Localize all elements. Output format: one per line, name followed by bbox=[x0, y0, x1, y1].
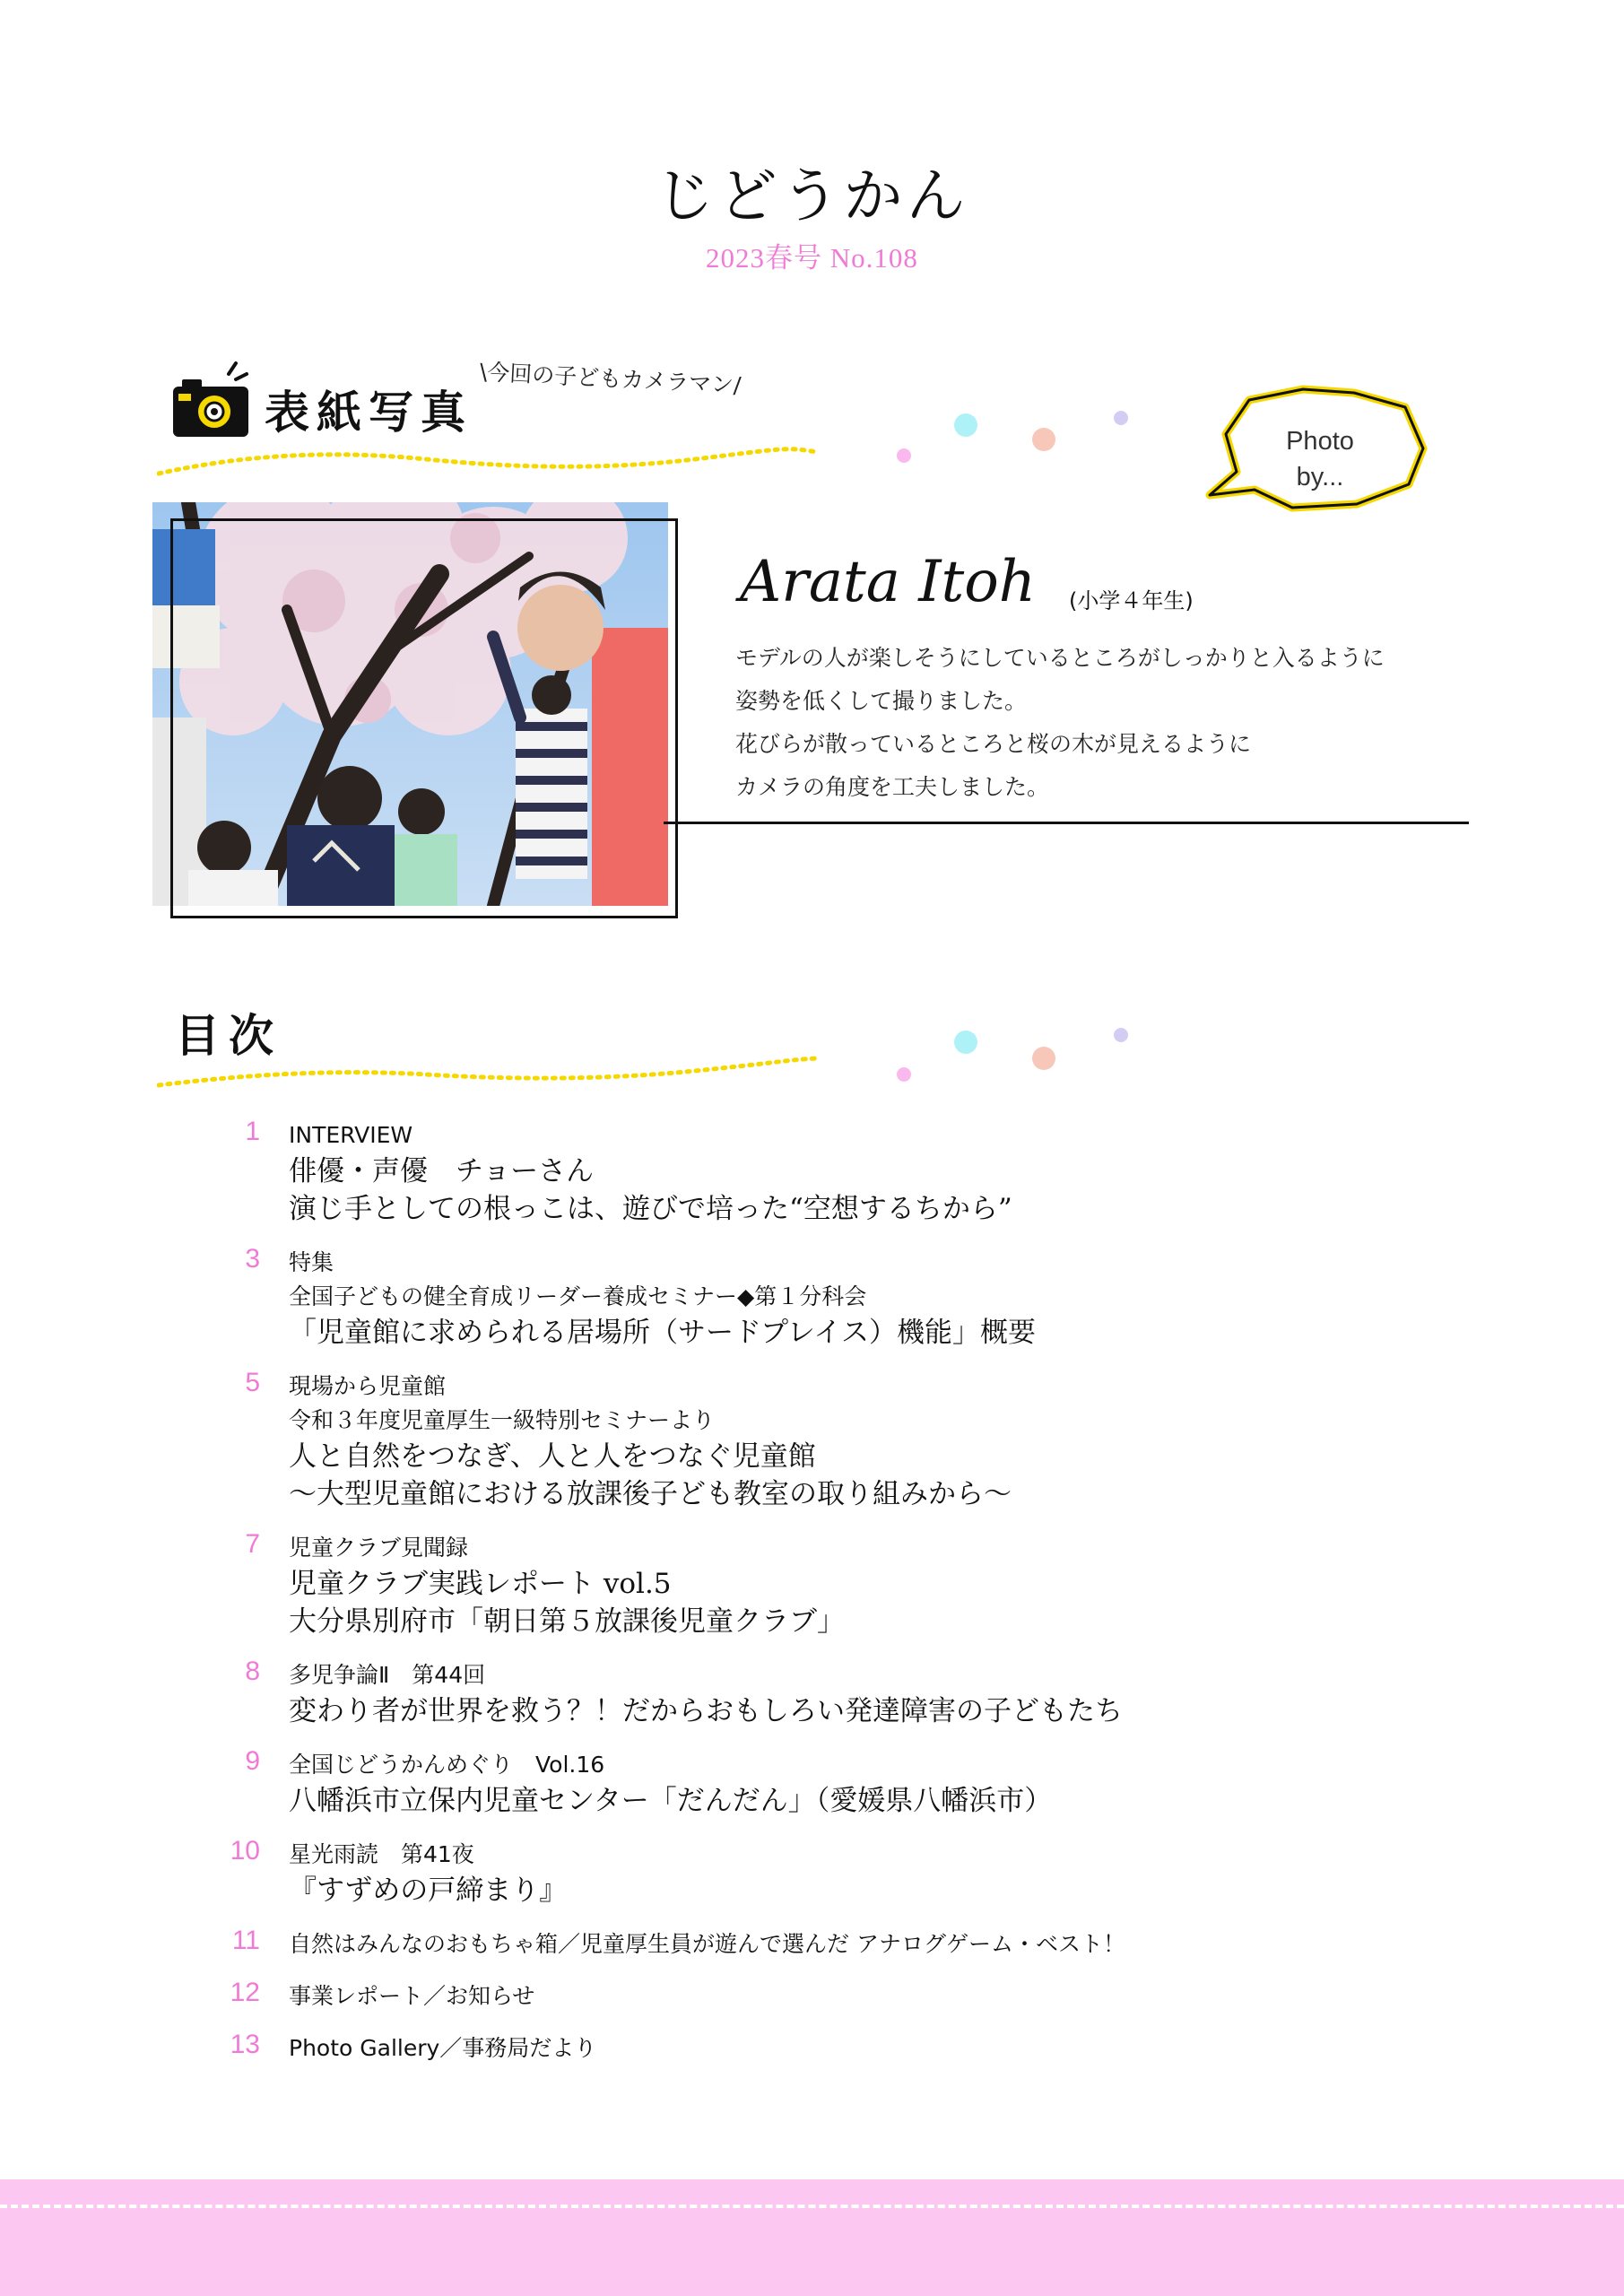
toc-line: 人と自然をつなぎ、人と人をつなぐ児童館 bbox=[289, 1440, 816, 1473]
toc-item[interactable] bbox=[215, 1658, 1471, 1730]
toc-page-number: 12 bbox=[230, 1978, 260, 2007]
footer-band bbox=[0, 2179, 1624, 2296]
toc-page-number: 8 bbox=[245, 1657, 260, 1686]
toc-item[interactable] bbox=[215, 1927, 1471, 1961]
credit-rule bbox=[664, 822, 1469, 824]
toc-line: 八幡浜市立保内児童センター「だんだん」（愛媛県八幡浜市） bbox=[289, 1785, 1053, 1817]
toc-line: 自然はみんなのおもちゃ箱／児童厚生員が遊んで選んだ アナログゲーム・ベスト！ bbox=[289, 1931, 1125, 1957]
toc-item[interactable] bbox=[215, 1531, 1471, 1640]
photographer-grade: (小学４年生) bbox=[1069, 588, 1194, 613]
toc-item[interactable] bbox=[215, 1748, 1471, 1820]
issue-label: 2023春号 No.108 bbox=[706, 242, 918, 274]
toc-line: 『すずめの戸締まり』 bbox=[289, 1874, 568, 1907]
toc-line: 令和３年度児童厚生一級特別セミナーより bbox=[289, 1407, 716, 1433]
toc-page-number: 11 bbox=[231, 1926, 260, 1955]
cover-photo-heading: 表紙写真 bbox=[265, 387, 473, 439]
toc-heading: 目次 bbox=[175, 1010, 282, 1062]
description-line: モデルの人が楽しそうにしているところがしっかりと入るように bbox=[735, 645, 1385, 671]
toc-line: 現場から児童館 bbox=[289, 1373, 447, 1399]
toc-page-number: 5 bbox=[245, 1368, 260, 1397]
toc-item[interactable] bbox=[215, 1246, 1471, 1352]
toc-item[interactable] bbox=[215, 1838, 1471, 1909]
cover-tagline: \今回の子どもカメラマン/ bbox=[479, 359, 743, 399]
toc-page-number: 7 bbox=[245, 1529, 260, 1559]
toc-line: 事業レポート／お知らせ bbox=[289, 1983, 535, 2009]
toc-item[interactable] bbox=[215, 1979, 1471, 2013]
photo-frame bbox=[170, 518, 678, 918]
toc-line: ～大型児童館における放課後子ども教室の取り組みから～ bbox=[289, 1478, 1012, 1510]
bubble-line: by... bbox=[1296, 463, 1344, 491]
wavy-underline bbox=[157, 1049, 821, 1103]
photo-description bbox=[735, 637, 1507, 809]
footer-dashed-line bbox=[0, 2205, 1624, 2208]
decorative-dots bbox=[888, 404, 1130, 475]
toc-item[interactable] bbox=[215, 2031, 1471, 2066]
description-line: 姿勢を低くして撮りました。 bbox=[735, 688, 1028, 714]
wavy-underline bbox=[157, 430, 821, 484]
toc-line: 特集 bbox=[289, 1249, 334, 1275]
toc-page-number: 1 bbox=[245, 1117, 260, 1146]
photographer-name: Arata Itoh bbox=[740, 549, 1036, 615]
toc-line: 大分県別府市「朝日第５放課後児童クラブ」 bbox=[289, 1605, 845, 1638]
toc-line: 児童クラブ見聞録 bbox=[289, 1535, 469, 1561]
description-line: カメラの角度を工夫しました。 bbox=[735, 774, 1050, 800]
description-line: 花びらが散っているところと桜の木が見えるように bbox=[735, 731, 1252, 757]
toc-page-number: 10 bbox=[230, 1836, 260, 1866]
toc-line: 全国子どもの健全育成リーダー養成セミナー◆第１分科会 bbox=[289, 1283, 867, 1309]
magazine-title: じどうかん bbox=[655, 161, 969, 230]
toc-line: 多児争論Ⅱ 第44回 bbox=[289, 1662, 486, 1688]
toc-line: 全国じどうかんめぐり Vol.16 bbox=[289, 1752, 605, 1778]
decorative-dots bbox=[888, 1022, 1130, 1094]
toc-item[interactable] bbox=[215, 1118, 1471, 1228]
toc-item[interactable] bbox=[215, 1370, 1471, 1513]
toc-list bbox=[215, 1118, 1471, 2083]
toc-line: 「児童館に求められる居場所（サードプレイス）機能」概要 bbox=[289, 1317, 1036, 1349]
toc-page-number: 13 bbox=[230, 2030, 260, 2059]
toc-line: 俳優・声優 チョーさん bbox=[289, 1155, 595, 1187]
toc-line: 星光雨読 第41夜 bbox=[289, 1841, 474, 1867]
toc-line: INTERVIEW bbox=[289, 1122, 413, 1148]
toc-line: Photo Gallery／事務局だより bbox=[289, 2035, 597, 2061]
toc-line: 児童クラブ実践レポート vol.5 bbox=[289, 1568, 672, 1600]
bubble-line: Photo bbox=[1286, 427, 1354, 456]
toc-line: 演じ手としての根っこは、遊びで培った“空想するちから” bbox=[289, 1193, 1012, 1225]
toc-page-number: 9 bbox=[245, 1746, 260, 1776]
toc-line: 変わり者が世界を救う？！だからおもしろい発達障害の子どもたち bbox=[289, 1695, 1123, 1727]
toc-page-number: 3 bbox=[245, 1244, 260, 1274]
bubble-text bbox=[1221, 423, 1419, 495]
